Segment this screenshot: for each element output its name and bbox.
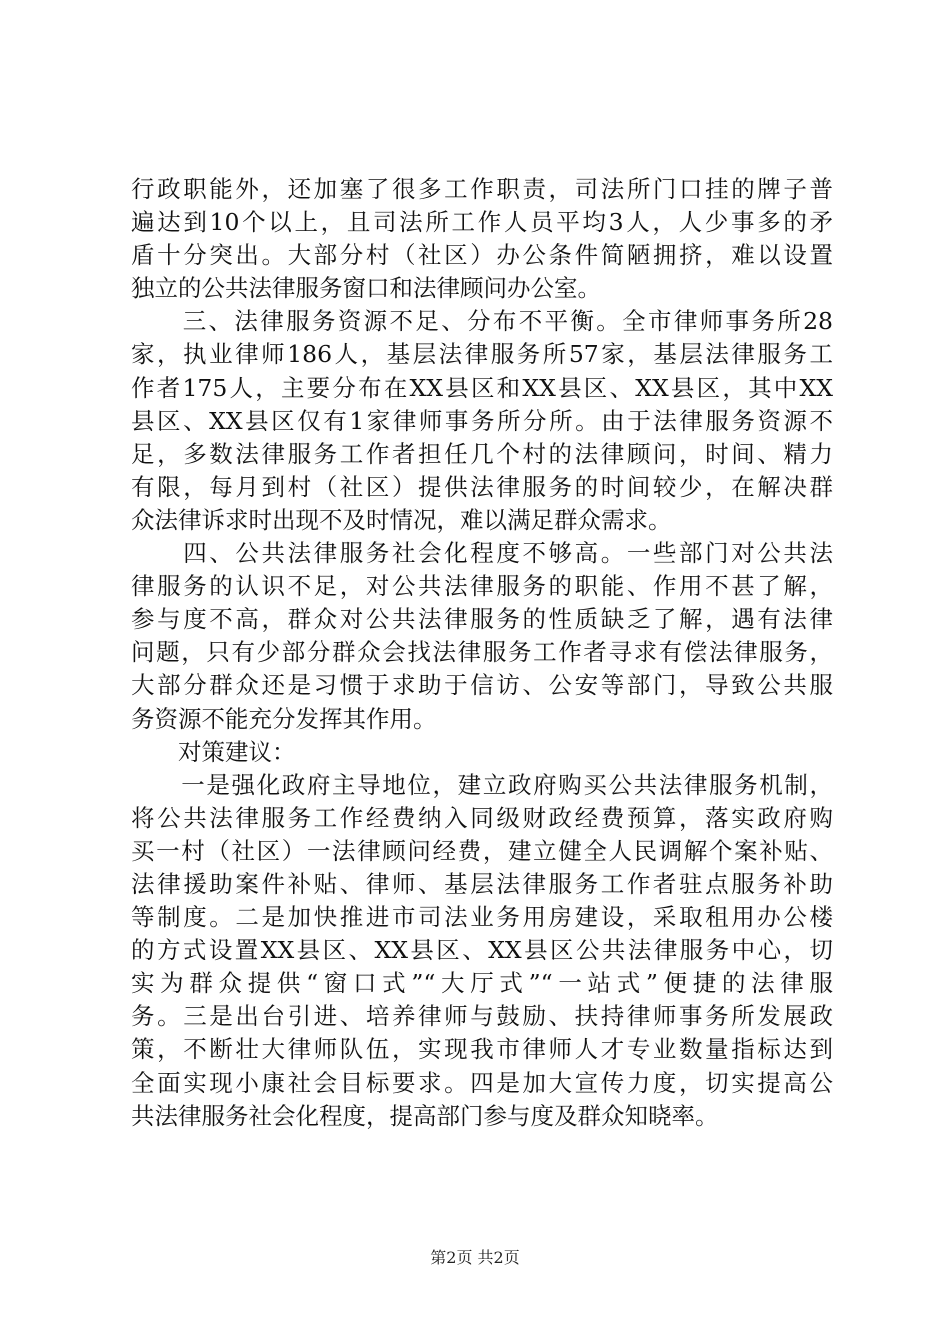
page-footer: 第2页 共2页: [430, 1248, 520, 1267]
text-line: 全面实现小康社会目标要求。四是加大宣传力度，切实提高公: [131, 1068, 833, 1097]
text-line: 行政职能外，还加塞了很多工作职责，司法所门口挂的牌子普: [131, 175, 833, 203]
text-line: 参与度不高，群众对公共法律服务的性质缺乏了解，遇有法律: [131, 605, 833, 634]
text-line: 问题，只有少部分群众会找法律服务工作者寻求有偿法律服务，: [131, 638, 833, 667]
text-line: 有限，每月到村（社区）提供法律服务的时间较少，在解决群: [131, 472, 833, 501]
text-line: 作者175人，主要分布在XX县区和XX县区、XX县区，其中XX: [131, 373, 833, 402]
text-line: 对策建议：: [131, 737, 296, 766]
text-line: 实为群众提供“窗口式”“大厅式”“一站式”便捷的法律服: [131, 969, 833, 998]
text-line: 三、法律服务资源不足、分布不平衡。全市律师事务所28: [131, 307, 833, 336]
text-line: 务资源不能充分发挥其作用。: [131, 704, 437, 733]
text-line: 大部分群众还是习惯于求助于信访、公安等部门，导致公共服: [131, 671, 833, 700]
text-line: 将公共法律服务工作经费纳入同级财政经费预算，落实政府购: [131, 803, 833, 832]
text-line: 共法律服务社会化程度，提高部门参与度及群众知晓率。: [131, 1101, 719, 1130]
text-line: 足，多数法律服务工作者担任几个村的法律顾问，时间、精力: [131, 439, 833, 468]
text-line: 的方式设置XX县区、XX县区、XX县区公共法律服务中心，切: [131, 936, 833, 965]
text-line: 家，执业律师186人，基层法律服务所57家，基层法律服务工: [131, 340, 833, 369]
text-line: 等制度。二是加快推进市司法业务用房建设，采取租用办公楼: [131, 903, 833, 932]
text-line: 遍达到10个以上，且司法所工作人员平均3人，人少事多的矛: [131, 208, 833, 237]
text-line: 盾十分突出。大部分村（社区）办公条件简陋拥挤，难以设置: [131, 241, 833, 270]
text-line: 策，不断壮大律师队伍，实现我市律师人才专业数量指标达到: [131, 1035, 833, 1064]
text-line: 四、公共法律服务社会化程度不够高。一些部门对公共法: [131, 539, 833, 568]
text-line: 买一村（社区）一法律顾问经费，建立健全人民调解个案补贴、: [131, 836, 833, 865]
text-line: 法律援助案件补贴、律师、基层法律服务工作者驻点服务补助: [131, 869, 833, 898]
text-line: 务。三是出台引进、培养律师与鼓励、扶持律师事务所发展政: [131, 1002, 833, 1031]
text-line: 县区、XX县区仅有1家律师事务所分所。由于法律服务资源不: [131, 406, 833, 435]
text-line: 一是强化政府主导地位，建立政府购买公共法律服务机制，: [131, 770, 833, 799]
text-line: 众法律诉求时出现不及时情况，难以满足群众需求。: [131, 505, 672, 534]
text-line: 独立的公共法律服务窗口和法律顾问办公室。: [131, 274, 601, 303]
text-line: 律服务的认识不足，对公共法律服务的职能、作用不甚了解，: [131, 572, 833, 601]
document-body: [131, 173, 833, 1133]
